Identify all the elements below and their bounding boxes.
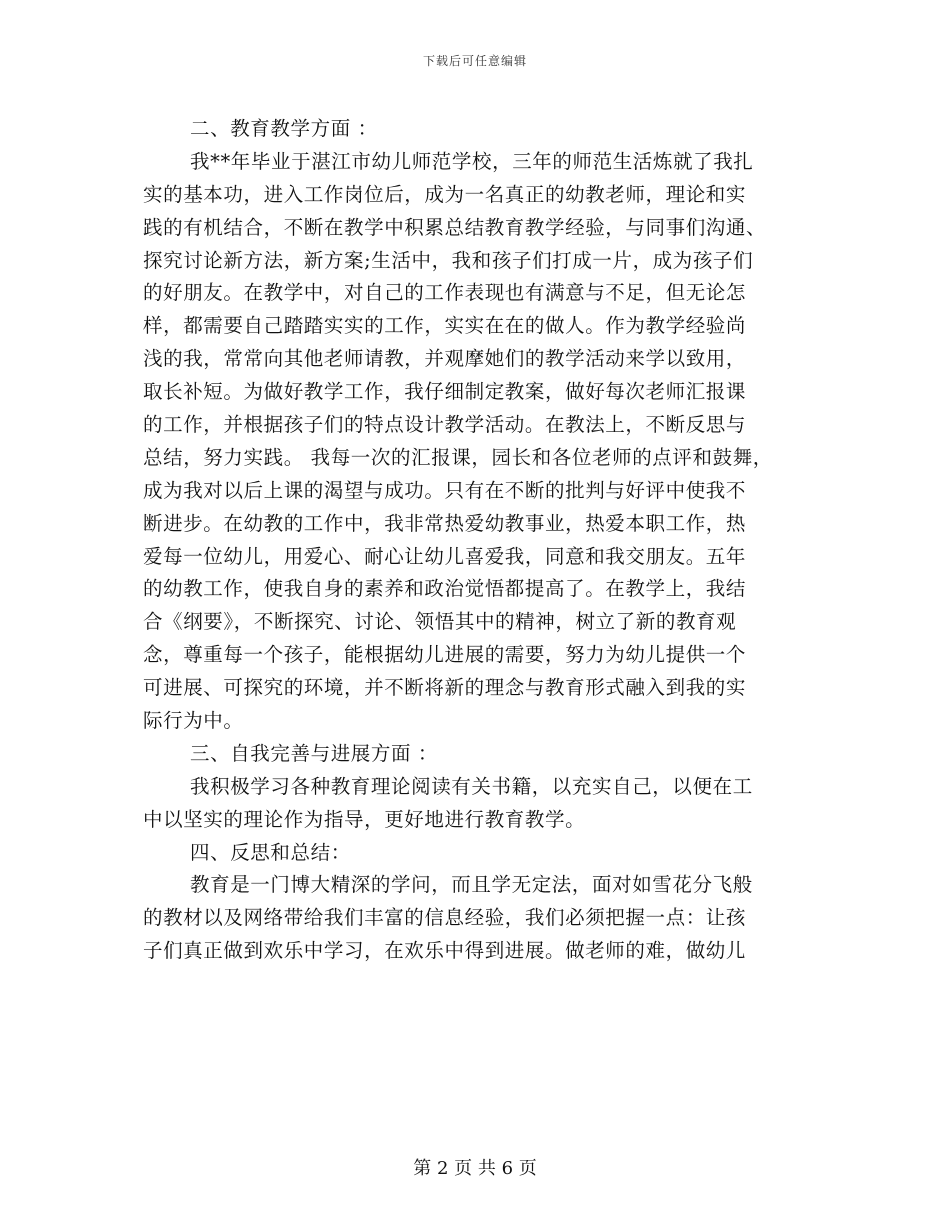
body-text-line: 实的基本功，进入工作岗位后，成为一名真正的幼教老师，理论和实 <box>143 182 747 206</box>
body-text-line: 总结，努力实践。 我每一次的汇报课，园长和各位老师的点评和鼓舞， <box>143 445 773 469</box>
body-text-line: 取长补短。为做好教学工作，我仔细制定教案，做好每次老师汇报课 <box>143 380 747 404</box>
body-text-line: 探究讨论新方法，新方案;生活中，我和孩子们打成一片，成为孩子们 <box>143 248 754 272</box>
body-text-line: 教育是一门博大精深的学问，而且学无定法，面对如雪花分飞般 <box>190 873 753 897</box>
body-text-line: 中以坚实的理论作为指导，更好地进行教育教学。 <box>143 807 586 831</box>
page-number-footer: 第 2 页 共 6 页 <box>413 1158 537 1179</box>
body-text-line: 际行为中。 <box>143 709 244 733</box>
body-text-line: 我积极学习各种教育理论阅读有关书籍，以充实自己，以便在工 <box>190 774 753 798</box>
body-text-line: 浅的我，常常向其他老师请教，并观摩她们的教学活动来学以致用， <box>143 347 747 371</box>
page-header-note: 下载后可任意编辑 <box>422 54 527 68</box>
body-text-line: 爱每一位幼儿，用爱心、耐心让幼儿喜爱我，同意和我交朋友。五年 <box>143 544 747 568</box>
body-text-line: 的工作，并根据孩子们的特点设计教学活动。在教法上，不断反思与 <box>143 413 747 437</box>
body-text-line: 三、自我完善与进展方面 ： <box>190 741 438 765</box>
body-text-line: 样，都需要自己踏踏实实的工作，实实在在的做人。作为教学经验尚 <box>143 314 747 338</box>
body-text-line: 可进展、可探究的环境，并不断将新的理念与教育形式融入到我的实 <box>143 676 747 700</box>
body-text-line: 成为我对以后上课的渴望与成功。只有在不断的批判与好评中使我不 <box>143 478 747 502</box>
body-text-line: 的教材以及网络带给我们丰富的信息经验，我们必须把握一点：让孩 <box>143 906 747 930</box>
body-text-line: 合《纲要》，不断探究、讨论、领悟其中的精神，树立了新的教育观 <box>143 610 737 634</box>
body-text-line: 子们真正做到欢乐中学习，在欢乐中得到进展。做老师的难，做幼儿 <box>143 939 747 963</box>
body-text-line: 的幼教工作，使我自身的素养和政治觉悟都提高了。在教学上，我结 <box>143 577 747 601</box>
body-text-line: 四、反思和总结： <box>190 840 351 864</box>
body-text-line: 二、教育教学方面 ： <box>190 117 378 140</box>
body-text-line: 的好朋友。在教学中，对自己的工作表现也有满意与不足，但无论怎 <box>143 281 747 305</box>
body-text-line: 我**年毕业于湛江市幼儿师范学校，三年的师范生活炼就了我扎 <box>190 149 754 173</box>
body-text-line: 践的有机结合，不断在教学中积累总结教育教学经验，与同事们沟通、 <box>143 215 767 239</box>
document-body <box>143 113 813 968</box>
body-text-line: 念，尊重每一个孩子，能根据幼儿进展的需要，努力为幼儿提供一个 <box>143 643 747 667</box>
body-text-line: 断进步。在幼教的工作中，我非常热爱幼教事业，热爱本职工作，热 <box>143 511 747 535</box>
